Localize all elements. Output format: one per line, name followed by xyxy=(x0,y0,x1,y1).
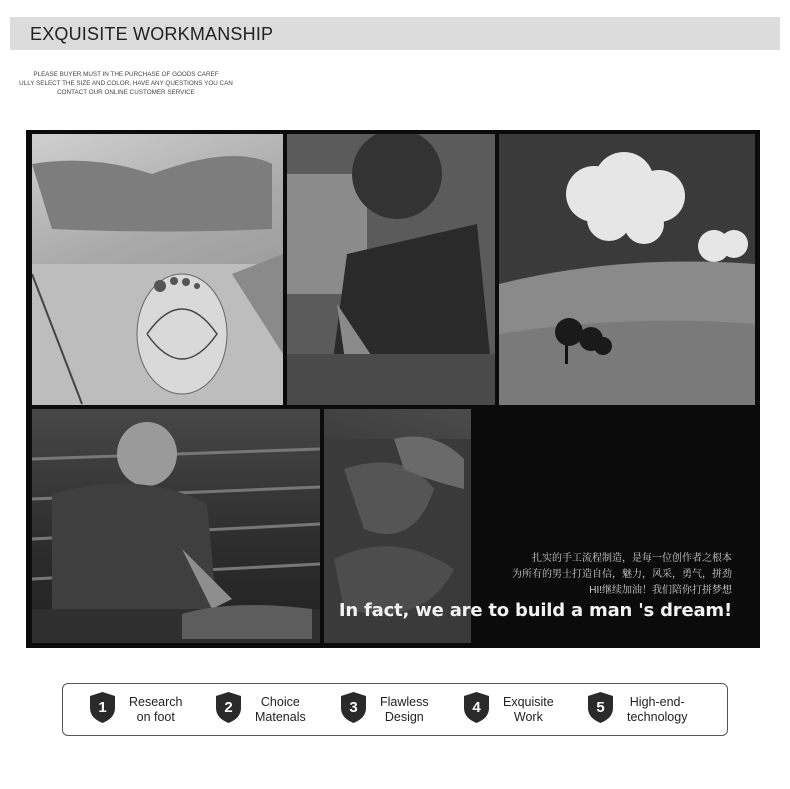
feature-label xyxy=(503,695,554,725)
feature-label-line1: Flawless xyxy=(380,695,429,709)
feature-label-line2: Design xyxy=(384,710,424,724)
feature-label-line1: Research xyxy=(129,695,183,709)
feature-label-line2: Work xyxy=(513,710,543,724)
feature-label xyxy=(129,695,183,725)
craftsman-cutting-image xyxy=(287,134,495,405)
chinese-caption-line: 扎实的手工流程制造，是每一位创作者之根本 xyxy=(532,553,732,564)
shoe-last-sketch-image xyxy=(32,134,283,405)
notice-line: PLEASE BUYER MUST IN THE PURCHASE OF GOODS CAREF xyxy=(33,71,219,78)
craftsman-workbench-image xyxy=(32,409,320,643)
feature-label xyxy=(380,695,429,725)
feature-number: 5 xyxy=(596,699,605,716)
feature-label-line1: Exquisite xyxy=(503,695,554,709)
feature-label xyxy=(627,695,687,725)
notice-line: CONTACT OUR ONLINE CUSTOMER SERVICE xyxy=(57,89,195,96)
workmanship-collage xyxy=(26,130,760,648)
feature-label-line2: Matenals xyxy=(255,710,306,724)
feature-label xyxy=(255,695,306,725)
feature-number: 2 xyxy=(224,699,233,716)
chinese-caption-line: HI!继续加油！我们陪你打拼梦想 xyxy=(589,585,732,596)
feature-label-line1: Choice xyxy=(260,695,300,709)
english-slogan: In fact, we are to build a man 's dream! xyxy=(338,600,732,621)
header-bar xyxy=(10,17,780,50)
notice-line: ULLY SELECT THE SIZE AND COLOR. HAVE ANY QUESTIONS YOU CAN xyxy=(19,80,233,87)
landscape-image xyxy=(499,134,755,405)
feature-number: 1 xyxy=(98,699,107,716)
feature-label-line2: technology xyxy=(627,710,688,724)
features-bar xyxy=(62,683,728,736)
feature-number: 4 xyxy=(472,699,481,716)
feature-label-line2: on foot xyxy=(136,710,175,724)
chinese-caption-line: 为所有的男士打造自信，魅力，风采，勇气，拼劲 xyxy=(512,569,732,580)
page-title: EXQUISITE WORKMANSHIP xyxy=(30,24,274,44)
purchase-notice xyxy=(10,70,242,97)
feature-label-line1: High-end- xyxy=(629,695,685,709)
feature-number: 3 xyxy=(349,699,358,716)
